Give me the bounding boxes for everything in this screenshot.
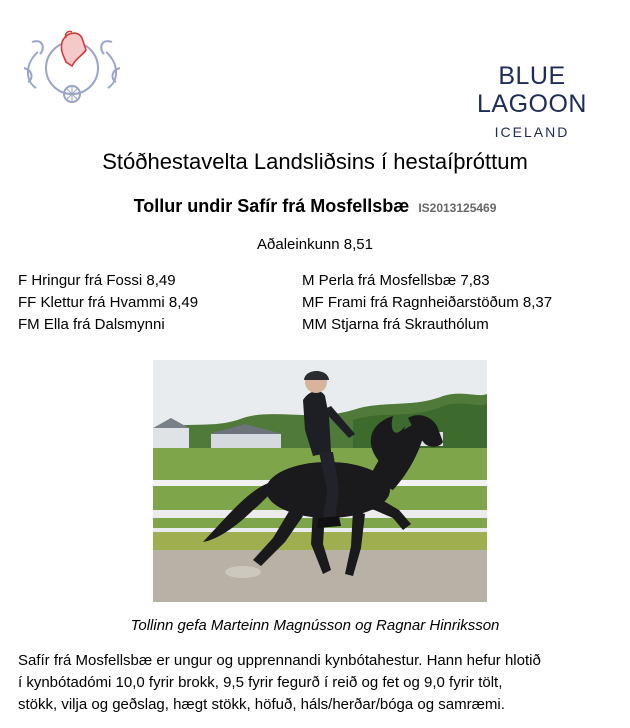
pedigree-line: F Hringur frá Fossi 8,49 — [18, 272, 176, 289]
description-line: í kynbótadómi 10,0 fyrir brokk, 9,5 fyrir fegurð í reið og fet og 9,0 fyrir tölt, — [18, 674, 503, 691]
pedigree-line: MM Stjarna frá Skrauthólum — [302, 316, 489, 333]
pedigree-line: FM Ella frá Dalsmynni — [18, 316, 165, 333]
horse-heading — [0, 193, 630, 221]
landssamband-logo — [16, 22, 128, 114]
photo-caption: Tollinn gefa Marteinn Magnússon og Ragnar Hinriksson — [130, 617, 500, 634]
horse-photo — [153, 360, 487, 602]
brand-subtitle: ICELAND — [494, 124, 570, 140]
pedigree-dam-side — [302, 270, 552, 336]
brand-name: BLUE LAGOON — [477, 62, 587, 118]
description-line: Safír frá Mosfellsbæ er ungur og upprennandi kynbótahestur. Hann hefur hlotið — [18, 652, 541, 669]
horse-emblem-icon — [16, 22, 128, 114]
description-line: stökk, vilja og geðslag, hægt stökk, höfuð, háls/herðar/bóga og samræmi. — [18, 696, 505, 713]
blue-lagoon-logo — [440, 62, 624, 142]
horse-name: Tollur undir Safír frá Mosfellsbæ — [133, 196, 410, 216]
registration-number: IS2013125469 — [418, 201, 497, 215]
pedigree-line: M Perla frá Mosfellsbæ 7,83 — [302, 272, 490, 289]
overall-score: Aðaleinkunn 8,51 — [257, 236, 373, 253]
description-paragraph — [18, 650, 618, 716]
document-title: Stóðhestavelta Landsliðsins í hestaíþróttum — [102, 149, 528, 174]
pedigree-sire-side — [18, 270, 198, 336]
pedigree-line: FF Klettur frá Hvammi 8,49 — [18, 294, 199, 311]
pedigree-line: MF Frami frá Ragnheiðarstöðum 8,37 — [302, 294, 553, 311]
